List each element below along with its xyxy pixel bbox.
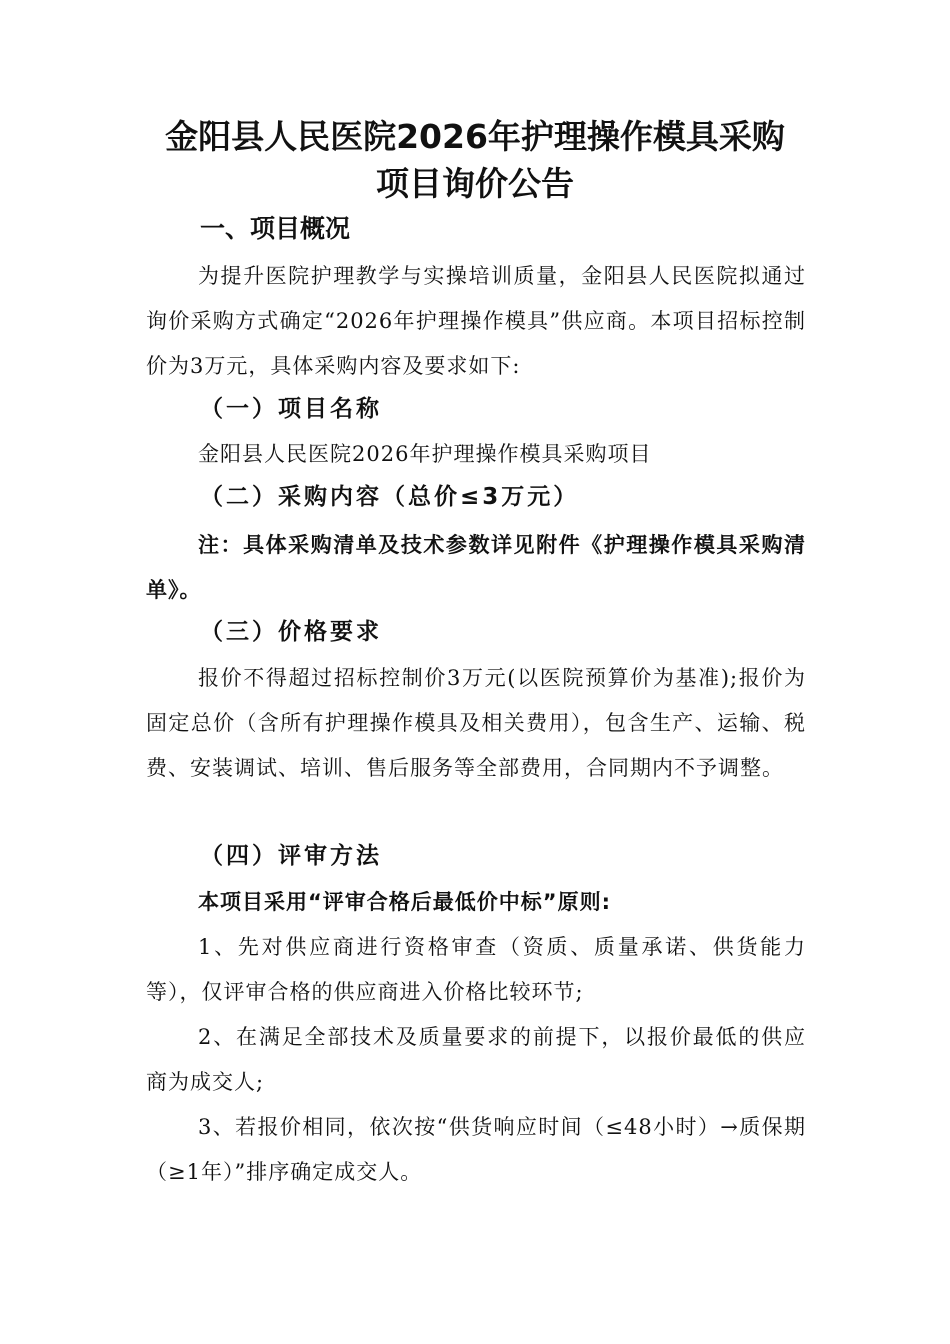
- evaluation-rule-2: 2、在满足全部技术及质量要求的前提下，以报价最低的供应商为成交人;: [146, 1025, 806, 1094]
- subsection-1-heading: （一）项目名称: [200, 396, 382, 422]
- document-title-line-1: 金阳县人民医院2026年护理操作模具采购: [165, 117, 785, 156]
- document-title-line-2: 项目询价公告: [376, 164, 574, 203]
- evaluation-principle: 本项目采用“评审合格后最低价中标”原则:: [198, 890, 611, 914]
- subsection-3-heading: （三）价格要求: [200, 619, 382, 645]
- price-requirements-text: 报价不得超过招标控制价3万元(以医院预算价为基准);报价为固定总价（含所有护理操作模具及相关费用），包含生产、运输、税费、安装调试、培训、售后服务等全部费用，合同期内不予调整。: [146, 666, 806, 780]
- evaluation-rule-3: 3、若报价相同，依次按“供货响应时间（≤48小时）→质保期（≥1年）”排序确定成交人。: [146, 1115, 806, 1184]
- procurement-list-note: 注：具体采购清单及技术参数详见附件《护理操作模具采购清单》。: [146, 533, 806, 602]
- section-1-heading: 一、项目概况: [200, 214, 351, 243]
- subsection-4-heading: （四）评审方法: [200, 843, 382, 869]
- evaluation-rule-1: 1、先对供应商进行资格审查（资质、质量承诺、供货能力等），仅评审合格的供应商进入价格比较环节;: [146, 935, 806, 1004]
- intro-paragraph: 为提升医院护理教学与实操培训质量，金阳县人民医院拟通过询价采购方式确定“2026年护理操作模具”供应商。本项目招标控制价为3万元，具体采购内容及要求如下:: [146, 264, 806, 378]
- project-name-text: 金阳县人民医院2026年护理操作模具采购项目: [198, 442, 652, 466]
- subsection-2-heading: （二）采购内容（总价≤3万元）: [200, 484, 580, 510]
